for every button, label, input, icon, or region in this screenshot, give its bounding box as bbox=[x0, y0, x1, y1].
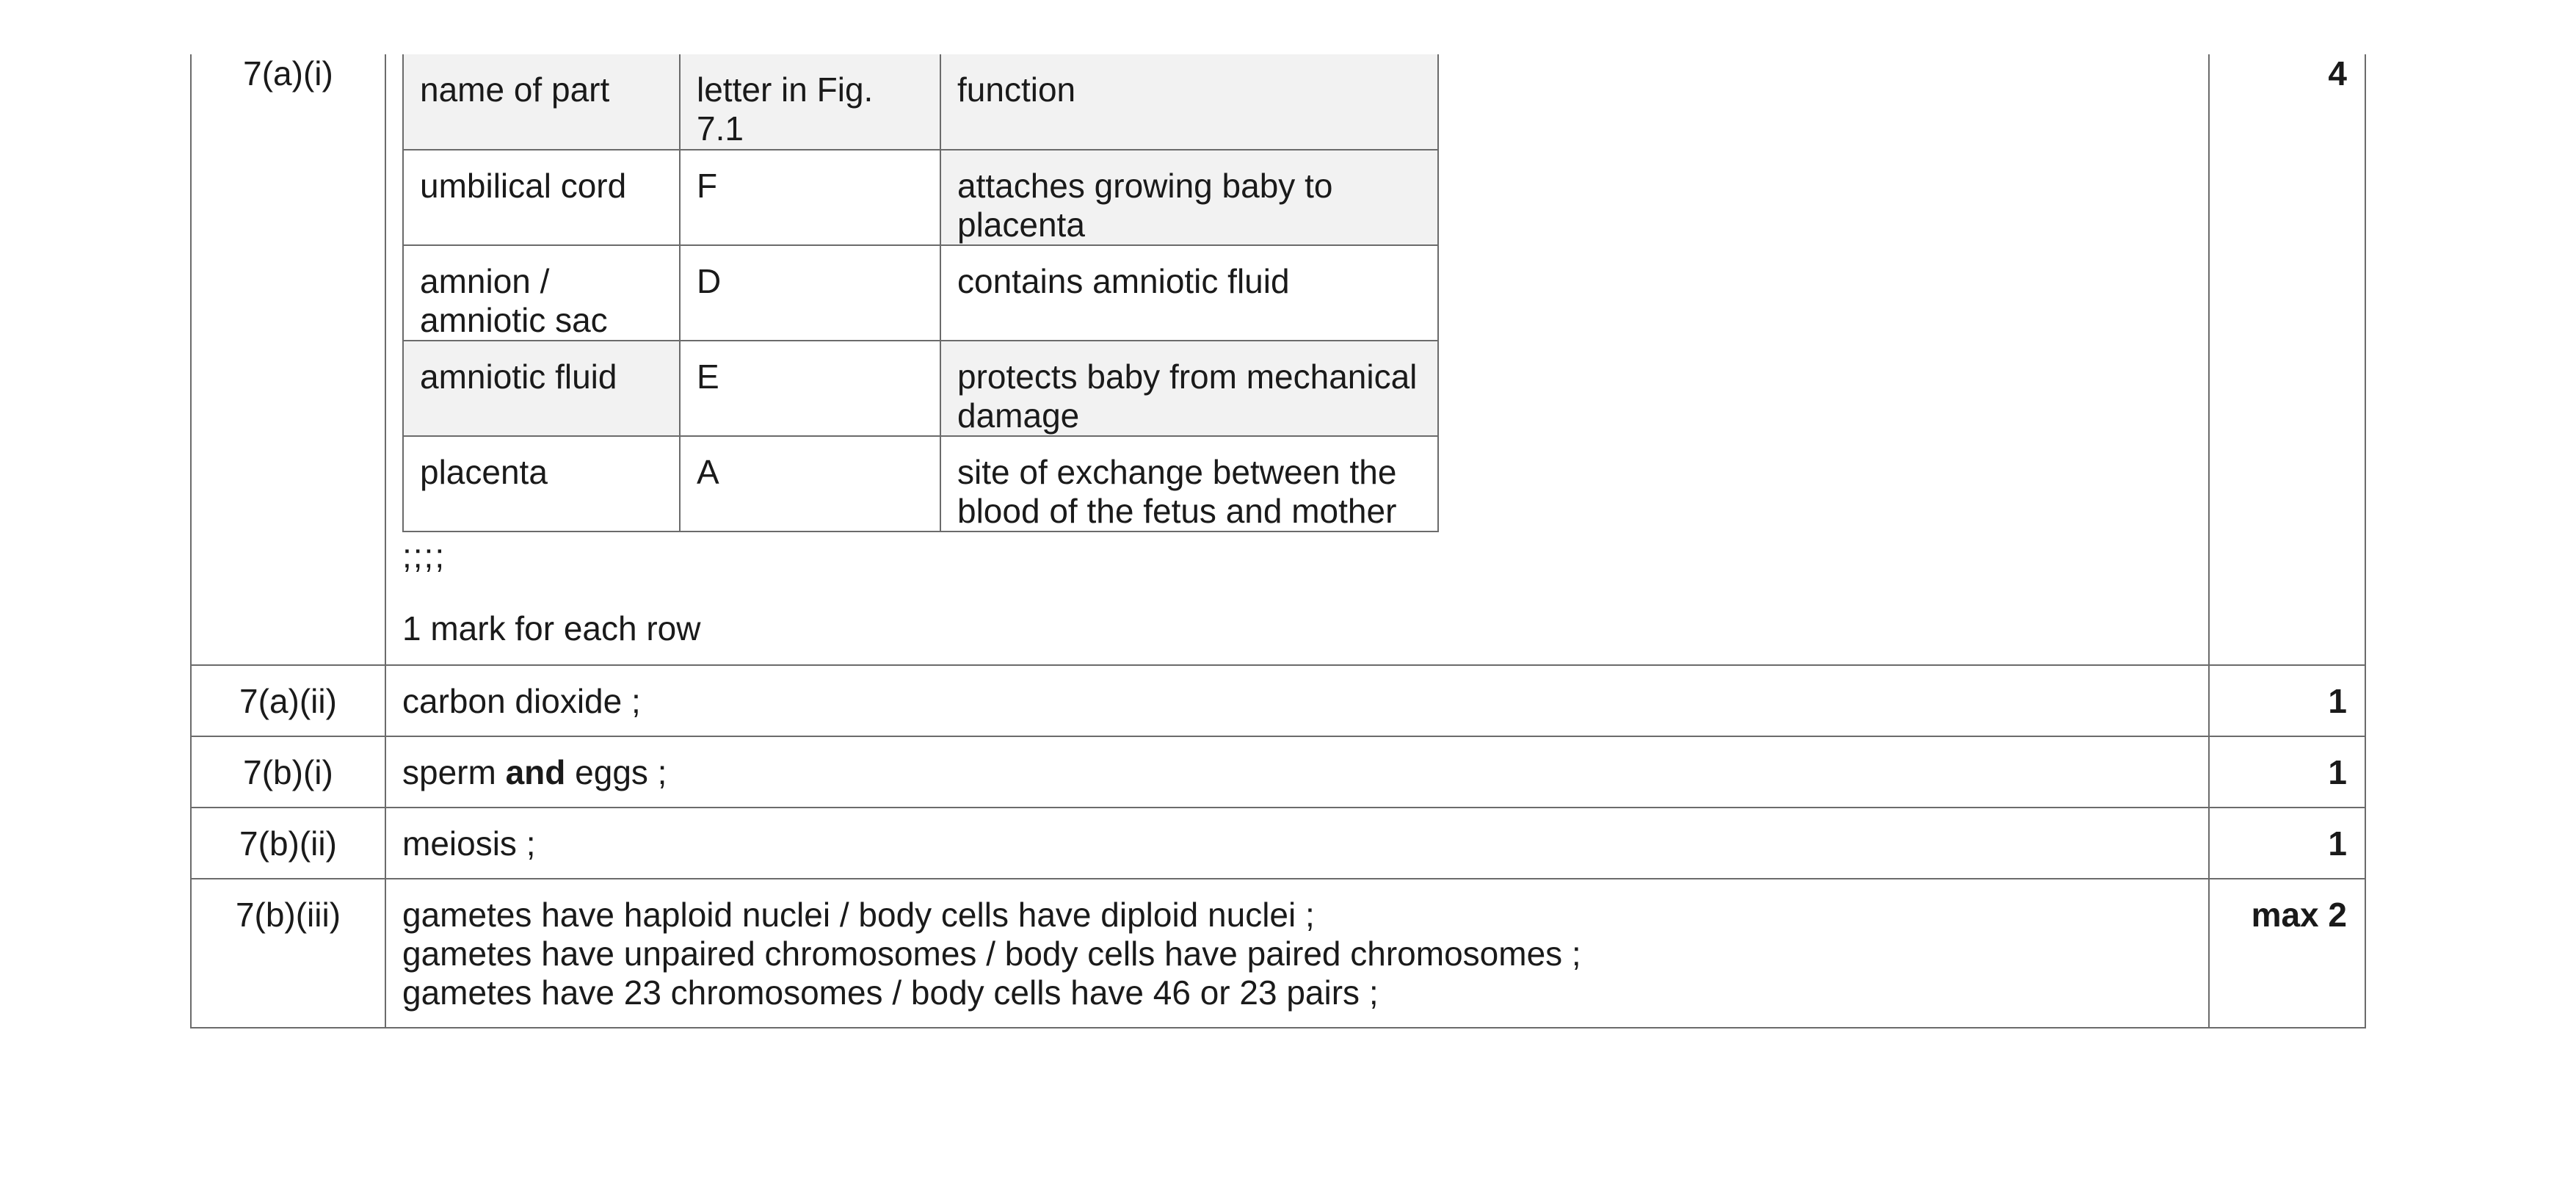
question-number: 7(a)(ii) bbox=[191, 665, 385, 736]
part-letter: D bbox=[680, 245, 940, 341]
mark-ticks: ;;;; bbox=[402, 537, 446, 575]
answer-text bbox=[385, 736, 2209, 808]
marks-value: max 2 bbox=[2209, 879, 2365, 1028]
header-letter: letter in Fig. 7.1 bbox=[680, 54, 940, 150]
answer-cell bbox=[385, 54, 2209, 665]
answer-text: carbon dioxide ; bbox=[385, 665, 2209, 736]
parts-table-row bbox=[403, 245, 1438, 341]
mark-scheme-table bbox=[190, 54, 2366, 1028]
part-function: attaches growing baby to placenta bbox=[940, 150, 1438, 245]
answer-part: eggs ; bbox=[565, 753, 667, 791]
answer-line: gametes have haploid nuclei / body cells have diploid nuclei ; bbox=[402, 896, 1315, 934]
part-letter: E bbox=[680, 341, 940, 436]
marking-note: 1 mark for each row bbox=[402, 609, 701, 647]
table-row bbox=[191, 665, 2365, 736]
header-function: function bbox=[940, 54, 1438, 150]
parts-table-header bbox=[403, 54, 1438, 150]
marks-value: 1 bbox=[2209, 736, 2365, 808]
answer-text: meiosis ; bbox=[385, 808, 2209, 879]
parts-table-row bbox=[403, 436, 1438, 531]
part-name: amnion / amniotic sac bbox=[403, 245, 680, 341]
answer-emphasis: and bbox=[505, 753, 566, 791]
answer-text bbox=[385, 879, 2209, 1028]
header-name-of-part: name of part bbox=[403, 54, 680, 150]
part-letter: F bbox=[680, 150, 940, 245]
question-number: 7(b)(ii) bbox=[191, 808, 385, 879]
part-name: placenta bbox=[403, 436, 680, 531]
marks-value: 1 bbox=[2209, 665, 2365, 736]
part-function: protects baby from mechanical damage bbox=[940, 341, 1438, 436]
marks-value: 4 bbox=[2209, 54, 2365, 665]
answer-line: gametes have unpaired chromosomes / body cells have paired chromosomes ; bbox=[402, 935, 1581, 973]
question-number: 7(b)(iii) bbox=[191, 879, 385, 1028]
question-number: 7(b)(i) bbox=[191, 736, 385, 808]
parts-table-row bbox=[403, 150, 1438, 245]
part-letter: A bbox=[680, 436, 940, 531]
part-function: site of exchange between the blood of the fetus and mother bbox=[940, 436, 1438, 531]
marks-value: 1 bbox=[2209, 808, 2365, 879]
answer-part: sperm bbox=[402, 753, 506, 791]
parts-table bbox=[402, 54, 1439, 532]
table-row bbox=[191, 808, 2365, 879]
table-row bbox=[191, 54, 2365, 665]
part-function: contains amniotic fluid bbox=[940, 245, 1438, 341]
answer-line: gametes have 23 chromosomes / body cells have 46 or 23 pairs ; bbox=[402, 973, 1379, 1012]
parts-table-row bbox=[403, 341, 1438, 436]
table-row bbox=[191, 736, 2365, 808]
question-number: 7(a)(i) bbox=[191, 54, 385, 665]
part-name: amniotic fluid bbox=[403, 341, 680, 436]
part-name: umbilical cord bbox=[403, 150, 680, 245]
table-row bbox=[191, 879, 2365, 1028]
